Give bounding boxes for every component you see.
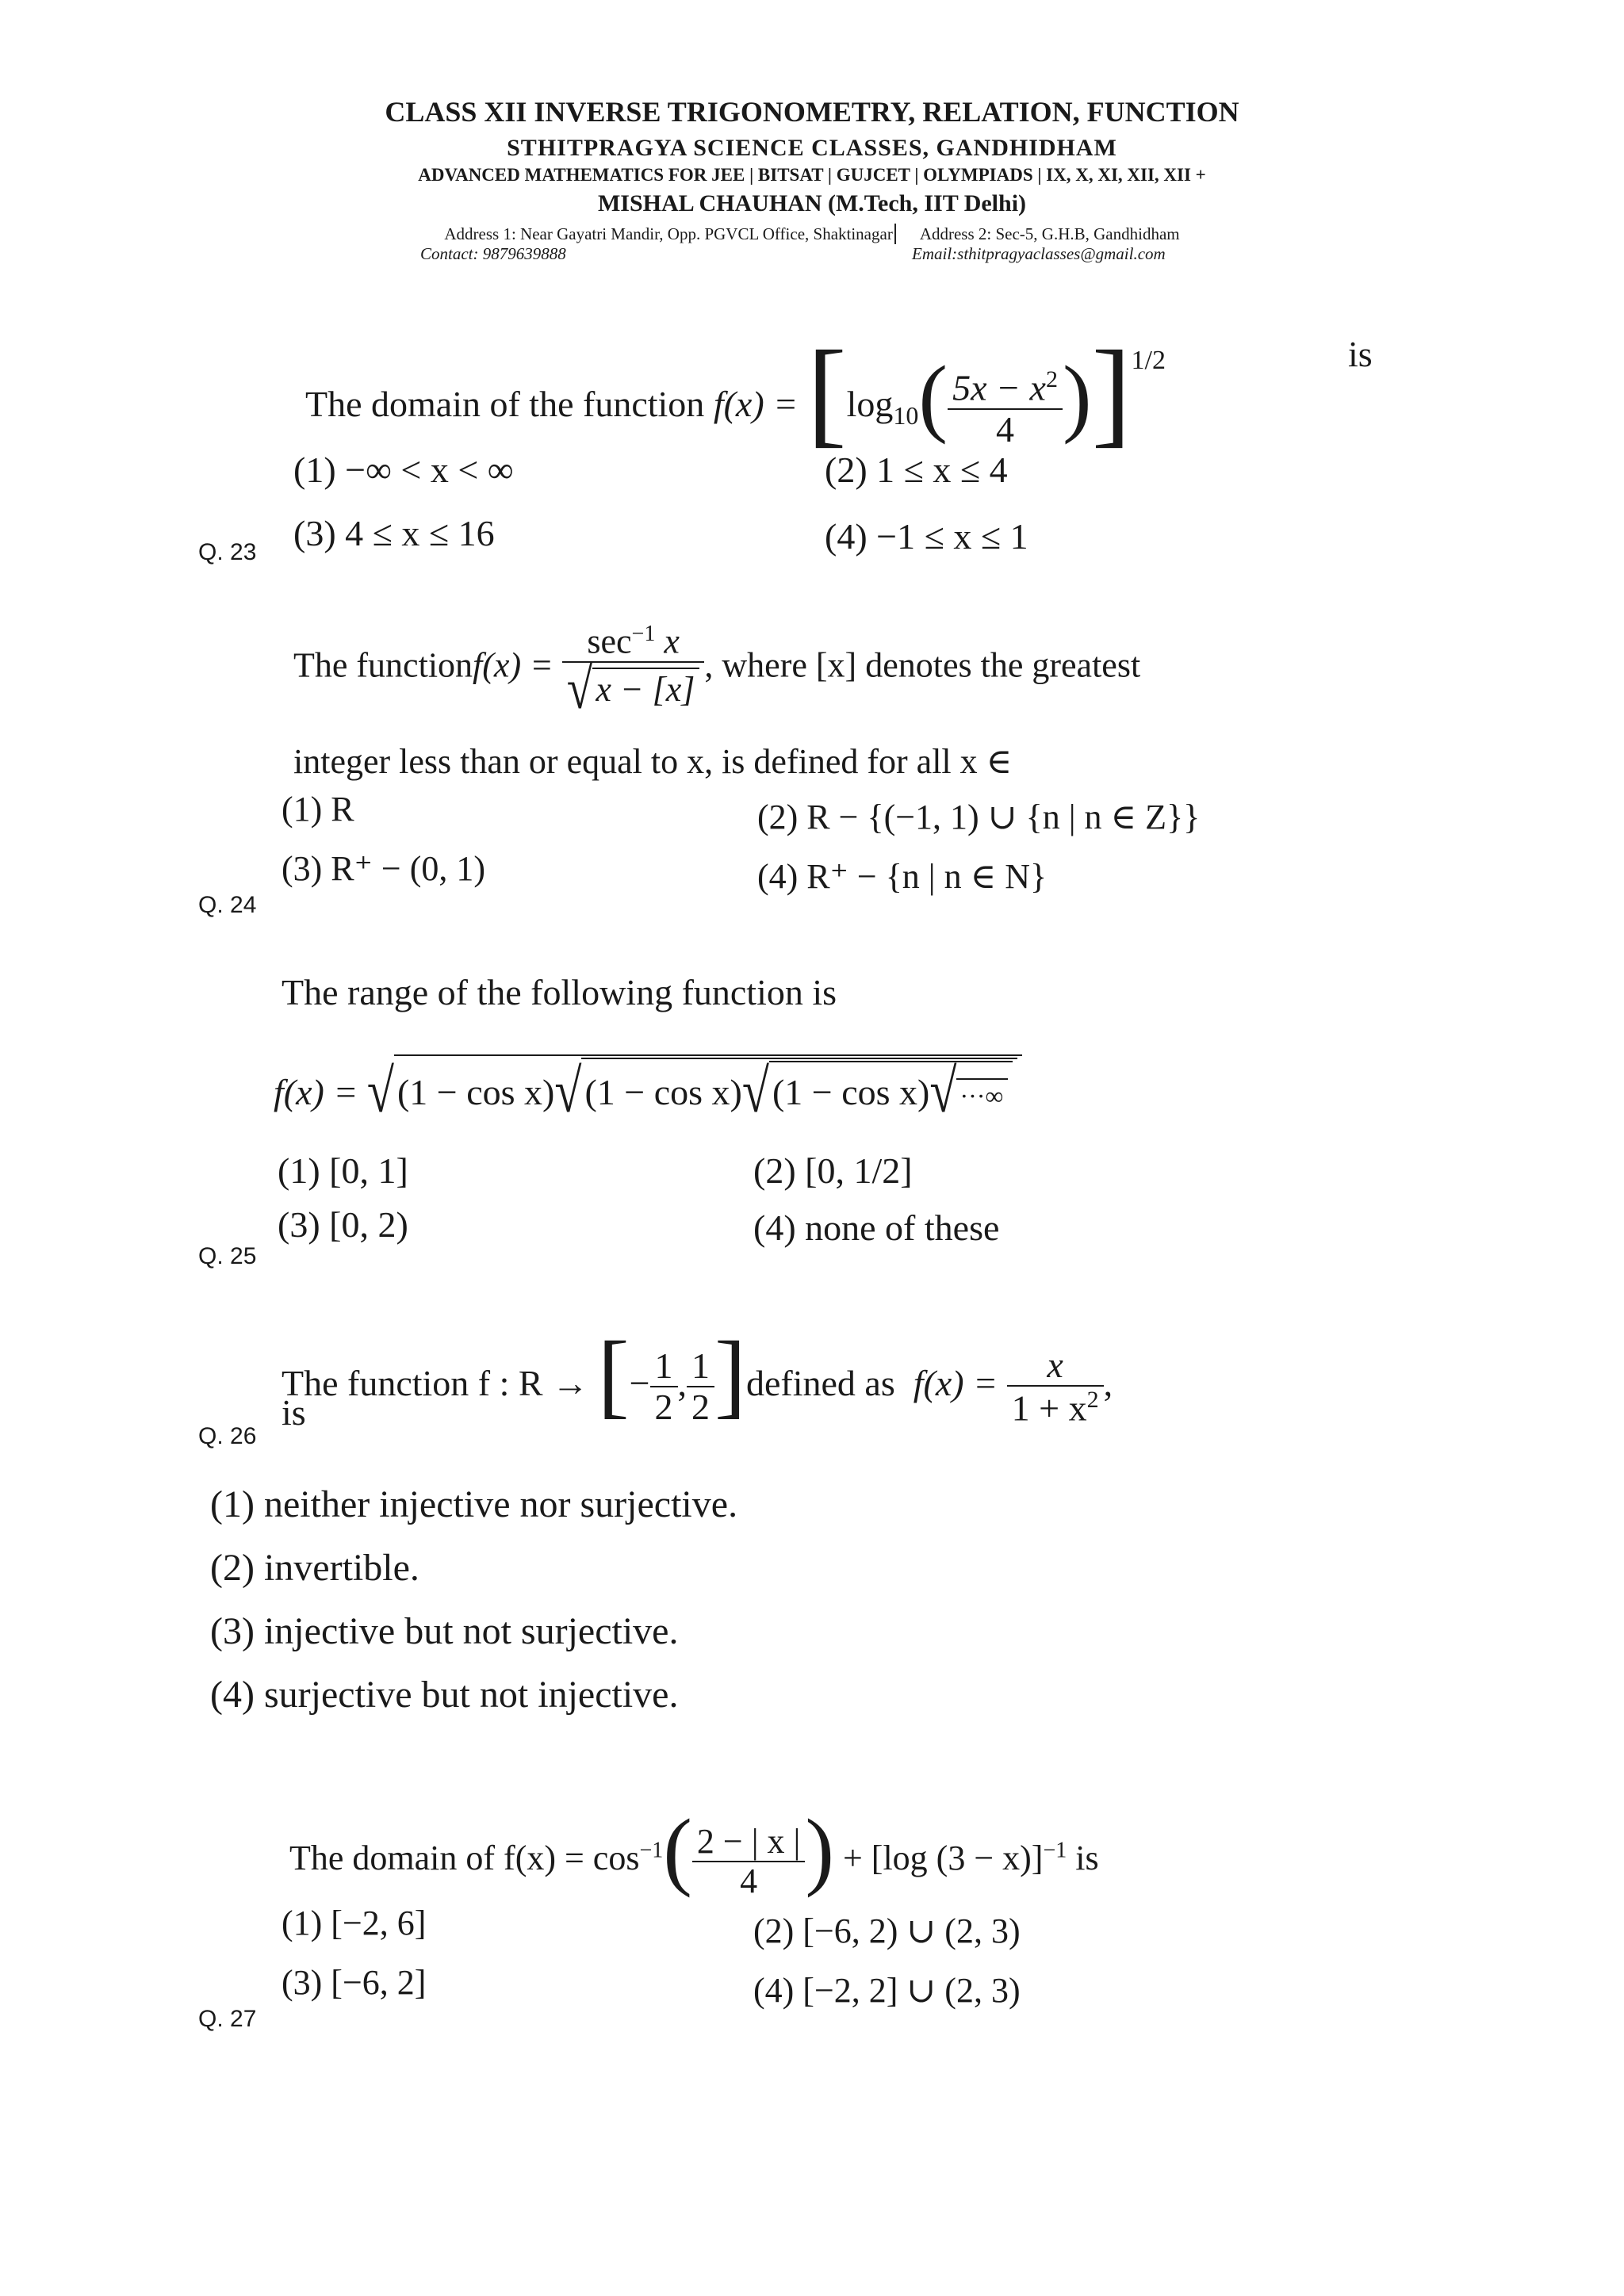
option-2: (2) R − {(−1, 1) ∪ {n | n ∈ Z}} [757, 798, 1201, 836]
prompt-end: + [log (3 − x)] [842, 1839, 1044, 1877]
option-4: (4) [−2, 2] ∪ (2, 3) [753, 1971, 1021, 2010]
option-4: (4) R⁺ − {n | n ∈ N} [757, 857, 1048, 896]
address-1: Address 1: Near Gayatri Mandir, Opp. PGVCL Office, Shaktinagar [444, 224, 893, 243]
option-3: (3) R⁺ − (0, 1) [282, 849, 485, 888]
function-label: f(x) = [473, 645, 553, 685]
term: (1 − cos x) [396, 1072, 555, 1112]
half-fraction: $\frac{1}{2}$ [687, 1346, 714, 1428]
option-1: (1) R [282, 790, 354, 828]
prompt-text: The domain of the function [305, 384, 705, 424]
option-3: (3) [−6, 2] [282, 1963, 427, 2002]
prompt-mid: defined as [745, 1363, 895, 1403]
address-line [0, 224, 1624, 244]
numerator: sec [587, 622, 632, 661]
function-label: f(x) = [913, 1363, 998, 1403]
question-25-formula [274, 1054, 1022, 1126]
prompt-text: The range of the following function is [282, 972, 837, 1012]
question-26-prompt: The function f : R → [− $\frac{1}{2}$ , $\frac{1}{2}$ ]defined as f(x) = $\frac{x}{1 + x^2}$ , [282, 1322, 1113, 1429]
inverse-sup: −1 [631, 622, 656, 646]
log-text: log [846, 384, 894, 424]
prompt-end: is [1348, 334, 1373, 374]
institute-name: STHITPRAGYA SCIENCE CLASSES, GANDHIDHAM [507, 135, 1117, 161]
inverse-sup: −1 [1043, 1838, 1067, 1863]
denominator: x − [x] [592, 668, 699, 709]
right-bracket: ] [714, 1322, 746, 1427]
left-bracket: [ [597, 1322, 630, 1427]
inverse-sup: −1 [639, 1838, 664, 1863]
power: 2 [1086, 1387, 1099, 1414]
numerator: x [1007, 1345, 1104, 1387]
prompt-line-2: is [282, 1392, 306, 1433]
option-2: (2) [−6, 2) ∪ (2, 3) [753, 1911, 1021, 1950]
option-3: (3) [0, 2) [278, 1204, 408, 1245]
fraction [948, 366, 1063, 450]
tagline: ADVANCED MATHEMATICS FOR JEE | BITSAT | GUJCET | OLYMPIADS | IX, X, XI, XII, XII + [418, 165, 1206, 185]
question-number: Q. 23 [198, 539, 257, 565]
fraction [562, 622, 705, 721]
option-1: (1) [−2, 6] [282, 1904, 427, 1942]
contact: Contact: 9879639888 [420, 244, 566, 263]
tail: ···∞ [956, 1078, 1008, 1111]
half-fraction: $\frac{1}{2}$ [650, 1346, 678, 1428]
teacher-name: MISHAL CHAUHAN (M.Tech, IIT Delhi) [597, 190, 1027, 216]
prompt-text: The function [293, 645, 473, 685]
option-4: (4) surjective but not injective. [210, 1674, 679, 1716]
question-27-prompt [289, 1800, 1099, 1900]
radical-sign: √ [554, 1058, 582, 1126]
term: (1 − cos x) [584, 1072, 742, 1112]
left-bracket: [ [806, 327, 847, 458]
fraction [692, 1823, 805, 1901]
fraction [1007, 1345, 1104, 1429]
prompt-line-2: integer less than or equal to x, is defined for all x ∈ [293, 742, 1013, 781]
radical-sign: √ [366, 1058, 394, 1126]
prompt-text: The domain of f(x) = cos [289, 1839, 640, 1877]
option-2: (2) 1 ≤ x ≤ 4 [825, 450, 1008, 490]
question-number: Q. 24 [198, 892, 257, 918]
left-paren: ( [918, 348, 948, 445]
email: Email:sthitpragyaclasses@gmail.com [912, 244, 1166, 263]
denominator: 4 [996, 408, 1014, 450]
option-2: (2) invertible. [210, 1547, 419, 1589]
term: (1 − cos x) [772, 1072, 930, 1112]
denominator: 1 + x [1011, 1387, 1087, 1429]
numerator: 5x − x [952, 367, 1046, 408]
option-4: (4) none of these [753, 1207, 1000, 1248]
exponent: 1/2 [1131, 346, 1166, 375]
radical-1 [394, 1054, 1022, 1126]
log-base: 10 [893, 401, 919, 430]
option-4: (4) −1 ≤ x ≤ 1 [825, 516, 1028, 557]
numerator-var: x [664, 622, 680, 661]
numerator: 2 − | x | [692, 1823, 805, 1862]
right-paren: ) [1062, 348, 1092, 445]
radical-sign: √ [566, 655, 593, 721]
radical-3 [769, 1058, 1013, 1126]
denominator: 4 [740, 1861, 758, 1900]
address-2: Address 2: Sec-5, G.H.B, Gandhidham [919, 224, 1180, 243]
right-paren: ) [805, 1801, 834, 1898]
radical-sign: √ [929, 1058, 957, 1126]
question-number: Q. 27 [198, 2006, 257, 2032]
prompt-tail: is [1075, 1839, 1099, 1877]
option-3: (3) injective but not surjective. [210, 1610, 679, 1652]
question-number: Q. 25 [198, 1243, 257, 1269]
left-paren: ( [663, 1801, 692, 1898]
prompt-rest: , where [x] denotes the greatest [704, 645, 1141, 685]
prompt-text: The function f : R → [282, 1363, 589, 1403]
radical-sign: √ [741, 1058, 769, 1126]
option-1: (1) −∞ < x < ∞ [293, 450, 514, 490]
page-title: CLASS XII INVERSE TRIGONOMETRY, RELATION, FUNCTION [385, 96, 1239, 128]
question-24-prompt [293, 622, 1141, 721]
function-label: f(x) = [713, 384, 799, 424]
right-bracket: ] [1091, 327, 1132, 458]
separator [894, 224, 896, 244]
radical-2 [581, 1058, 1017, 1126]
question-number: Q. 26 [198, 1423, 257, 1449]
option-3: (3) 4 ≤ x ≤ 16 [293, 513, 495, 553]
function-label: f(x) = [274, 1072, 358, 1112]
option-1: (1) neither injective nor surjective. [210, 1483, 738, 1525]
power: 2 [1045, 365, 1058, 392]
option-2: (2) [0, 1/2] [753, 1150, 913, 1191]
option-1: (1) [0, 1] [278, 1150, 408, 1191]
